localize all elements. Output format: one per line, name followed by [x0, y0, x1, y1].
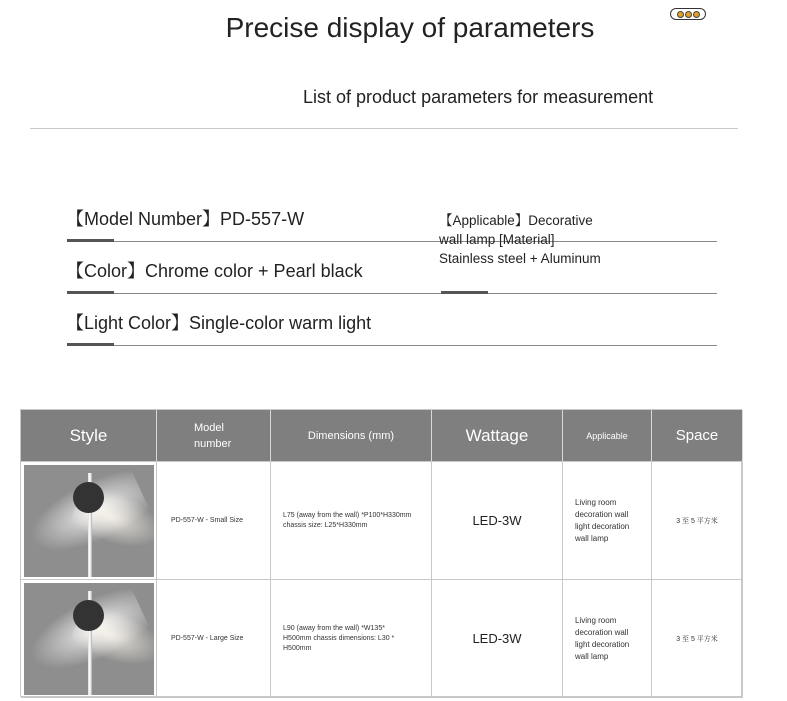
param-accent [67, 239, 114, 242]
lamp-photo [24, 583, 154, 695]
applicable-line-2: wall lamp [Material] [439, 232, 555, 247]
header-dimensions: Dimensions (mm) [271, 410, 432, 462]
page-subtitle: List of product parameters for measurement [303, 87, 654, 107]
dimensions-cell: L90 (away from the wall) *W135* H500mm chassis dimensions: L30 * H500mm [271, 580, 432, 698]
header-model-number [157, 410, 271, 462]
param-rule [67, 293, 717, 294]
param-accent [67, 343, 114, 346]
applicable-cell: Living room decoration wall light decoration wall lamp [563, 462, 652, 580]
param-rule [67, 345, 717, 346]
wattage-cell: LED-3W [432, 462, 563, 580]
param-applicable [439, 211, 639, 268]
applicable-line-1: 【Applicable】Decorative [439, 213, 593, 228]
lamp-photo [24, 465, 154, 577]
applicable-line-3: Stainless steel + Aluminum [439, 251, 601, 266]
style-cell [21, 580, 157, 698]
space-cell: 3 至 5 平方米 [652, 580, 743, 698]
header-model-line-1: Model [194, 421, 224, 434]
param-accent [67, 291, 114, 294]
space-cell: 3 至 5 平方米 [652, 462, 743, 580]
page-title: Precise display of parameters [225, 12, 595, 43]
dimensions-cell: L75 (away from the wall) *P100*H330mm chassis size: L25*H330mm [271, 462, 432, 580]
param-light-color: 【Light Color】Single-color warm light [66, 313, 372, 333]
header-applicable: Applicable [563, 410, 652, 462]
lamp-logo-icon [670, 8, 706, 20]
param-accent [441, 291, 488, 294]
model-cell: PD-557-W - Large Size [157, 580, 271, 698]
header-wattage: Wattage [432, 410, 563, 462]
top-divider [30, 128, 738, 129]
applicable-cell: Living room decoration wall light decoration wall lamp [563, 580, 652, 698]
param-model-number: 【Model Number】PD-557-W [66, 209, 305, 229]
wattage-cell: LED-3W [432, 580, 563, 698]
model-cell: PD-557-W - Small Size [157, 462, 271, 580]
style-cell [21, 462, 157, 580]
header-style: Style [21, 410, 157, 462]
param-color: 【Color】Chrome color + Pearl black [66, 261, 363, 281]
spec-table [20, 409, 742, 697]
header-model-line-2: number [194, 437, 232, 450]
header-space: Space [652, 410, 743, 462]
